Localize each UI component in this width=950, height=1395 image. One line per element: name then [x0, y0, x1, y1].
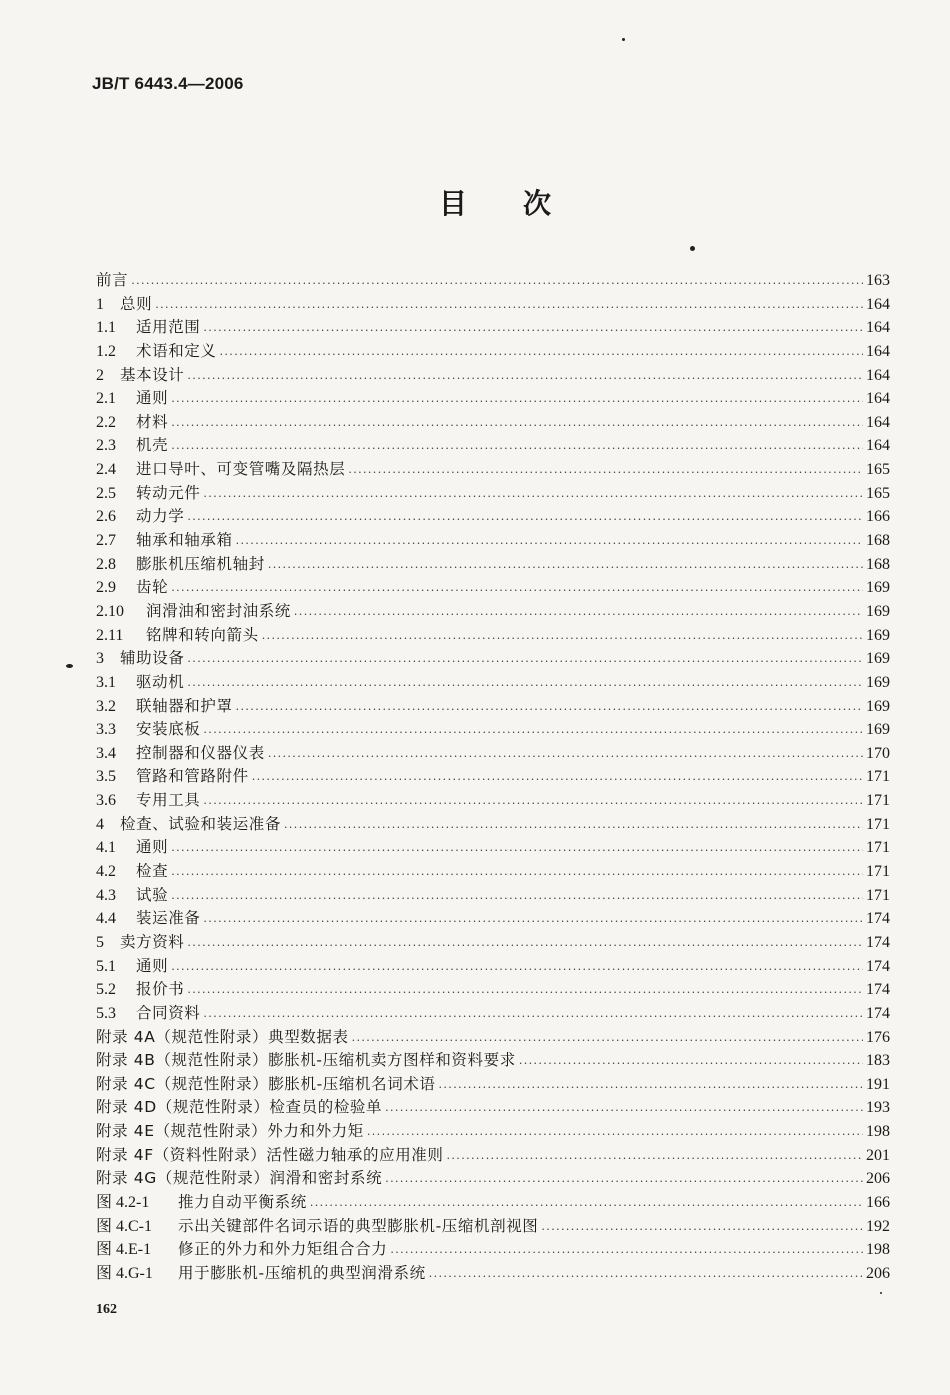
toc-entry[interactable] [96, 576, 890, 600]
toc-entry-page: 171 [866, 768, 890, 786]
toc-entry-number: 3.5 [96, 768, 116, 786]
toc-entry-number: 图 4.2-1 [96, 1193, 150, 1211]
toc-entry[interactable] [96, 1191, 890, 1215]
toc-entry-page: 174 [866, 981, 890, 999]
toc-entry-page: 176 [866, 1028, 890, 1046]
toc-entry-label: 铭牌和转向箭头 [146, 625, 259, 644]
toc-entry-label: 附录 4E（规范性附录）外力和外力矩 [96, 1122, 364, 1141]
toc-entry-number: 2.1 [96, 390, 116, 408]
toc-entry-page: 191 [866, 1075, 890, 1093]
toc-leader-dots [131, 269, 863, 293]
toc-leader-dots [310, 1191, 863, 1215]
toc-leader-dots [187, 931, 863, 955]
toc-entry[interactable] [96, 695, 890, 719]
toc-entry-page: 170 [866, 744, 890, 762]
toc-entry-label: 附录 4C（规范性附录）膨胀机-压缩机名词术语 [96, 1074, 436, 1093]
toc-entry-page: 164 [866, 413, 890, 431]
toc-entry-number: 图 4.C-1 [96, 1217, 153, 1235]
toc-leader-dots [429, 1262, 863, 1286]
title-char-1: 目 [438, 187, 467, 220]
toc-entry[interactable] [96, 884, 890, 908]
toc-entry-number: 5.1 [96, 957, 116, 975]
toc-entry[interactable] [96, 1049, 890, 1073]
toc-entry-page: 169 [866, 673, 890, 691]
table-of-contents [96, 269, 890, 1286]
toc-entry-number: 5.3 [96, 1004, 116, 1022]
toc-entry-page: 165 [866, 461, 890, 479]
toc-entry[interactable] [96, 907, 890, 931]
toc-entry[interactable] [96, 765, 890, 789]
toc-entry-number: 2.11 [96, 626, 124, 644]
toc-entry-label: 基本设计 [120, 365, 185, 384]
toc-leader-dots [348, 458, 863, 482]
toc-leader-dots [171, 860, 863, 884]
toc-entry-page: 192 [866, 1217, 890, 1235]
toc-entry[interactable] [96, 1215, 890, 1239]
toc-leader-dots [541, 1215, 863, 1239]
toc-entry-page: 166 [866, 508, 890, 526]
toc-leader-dots [519, 1049, 863, 1073]
toc-entry-number: 1 [96, 295, 104, 313]
toc-entry-page: 206 [866, 1170, 890, 1188]
toc-leader-dots [171, 411, 863, 435]
toc-entry-label: 联轴器和护罩 [136, 696, 233, 715]
toc-entry-number: 2 [96, 366, 104, 384]
toc-entry[interactable] [96, 411, 890, 435]
toc-entry-label: 机壳 [136, 436, 169, 455]
toc-entry[interactable] [96, 458, 890, 482]
toc-entry-page: 183 [866, 1052, 890, 1070]
toc-entry-label: 试验 [136, 885, 169, 904]
standard-code: JB/T 6443.4—2006 [92, 74, 244, 93]
toc-entry-label: 辅助设备 [120, 649, 185, 668]
toc-entry-number: 2.10 [96, 602, 124, 620]
toc-entry[interactable] [96, 1120, 890, 1144]
toc-entry[interactable] [96, 978, 890, 1002]
toc-entry-number: 3.6 [96, 792, 116, 810]
toc-entry-number: 2.3 [96, 437, 116, 455]
toc-entry[interactable] [96, 1144, 890, 1168]
toc-entry-label: 进口导叶、可变管嘴及隔热层 [136, 460, 346, 479]
toc-leader-dots [294, 600, 863, 624]
toc-entry-number: 图 4.G-1 [96, 1264, 153, 1282]
toc-leader-dots [367, 1120, 863, 1144]
toc-entry-page: 163 [866, 272, 890, 289]
toc-entry-number: 2.5 [96, 484, 116, 502]
toc-entry-page: 174 [866, 933, 890, 951]
toc-entry-label: 总则 [120, 294, 153, 313]
toc-entry-number: 2.2 [96, 413, 116, 431]
toc-entry-number: 5.2 [96, 981, 116, 999]
toc-entry[interactable] [96, 1026, 890, 1050]
toc-entry[interactable] [96, 955, 890, 979]
toc-entry[interactable] [96, 553, 890, 577]
toc-entry-page: 164 [866, 342, 890, 360]
toc-entry-page: 206 [866, 1264, 890, 1282]
toc-entry-page: 169 [866, 602, 890, 620]
page-number: 162 [96, 1302, 117, 1317]
toc-entry-label: 适用范围 [136, 318, 201, 337]
page-title [0, 182, 950, 222]
toc-entry-number: 4.4 [96, 910, 116, 928]
toc-entry[interactable] [96, 671, 890, 695]
toc-entry-number: 1.1 [96, 319, 116, 337]
toc-entry-label: 检查、试验和装运准备 [120, 814, 282, 833]
toc-entry-number: 1.2 [96, 342, 116, 360]
toc-leader-dots [203, 907, 863, 931]
toc-leader-dots [171, 434, 863, 458]
toc-entry-number: 4 [96, 815, 104, 833]
toc-leader-dots [390, 1238, 863, 1262]
toc-leader-dots [268, 742, 863, 766]
toc-leader-dots [187, 647, 863, 671]
toc-leader-dots [203, 789, 863, 813]
toc-leader-dots [187, 505, 863, 529]
toc-leader-dots [203, 316, 863, 340]
toc-entry-label: 动力学 [136, 507, 185, 526]
toc-leader-dots [268, 553, 863, 577]
toc-entry[interactable] [96, 860, 890, 884]
toc-entry-label: 附录 4A（规范性附录）典型数据表 [96, 1027, 349, 1046]
toc-leader-dots [171, 576, 863, 600]
toc-entry-number: 4.1 [96, 839, 116, 857]
toc-entry-label: 附录 4F（资料性附录）活性磁力轴承的应用准则 [96, 1145, 444, 1164]
toc-entry-number: 2.6 [96, 508, 116, 526]
toc-entry[interactable] [96, 1238, 890, 1262]
toc-entry-number: 图 4.E-1 [96, 1241, 152, 1259]
toc-leader-dots [385, 1096, 863, 1120]
toc-entry-label: 安装底板 [136, 720, 201, 739]
toc-leader-dots [284, 813, 863, 837]
toc-entry[interactable] [96, 316, 890, 340]
toc-leader-dots [236, 529, 863, 553]
toc-leader-dots [171, 955, 863, 979]
toc-entry-label: 管路和管路附件 [136, 767, 249, 786]
toc-entry-page: 174 [866, 910, 890, 928]
toc-entry-page: 166 [866, 1193, 890, 1211]
toc-entry-page: 168 [866, 555, 890, 573]
scan-speck [880, 1292, 882, 1294]
toc-leader-dots [262, 624, 863, 648]
toc-entry-label: 装运准备 [136, 909, 201, 928]
toc-entry-page: 198 [866, 1241, 890, 1259]
toc-entry-label: 齿轮 [136, 578, 169, 597]
toc-entry-page: 164 [866, 437, 890, 455]
toc-leader-dots [447, 1144, 863, 1168]
toc-entry-page: 171 [866, 839, 890, 857]
toc-leader-dots [171, 387, 863, 411]
toc-leader-dots [171, 836, 863, 860]
toc-entry-label: 驱动机 [136, 672, 185, 691]
toc-entry-label: 轴承和轴承箱 [136, 531, 233, 550]
toc-entry-label: 用于膨胀机-压缩机的典型润滑系统 [178, 1263, 426, 1282]
scan-speck [622, 38, 625, 41]
toc-entry-page: 165 [866, 484, 890, 502]
toc-entry-label: 膨胀机压缩机轴封 [136, 554, 265, 573]
toc-entry-label: 润滑油和密封油系统 [146, 601, 291, 620]
toc-entry-label: 报价书 [136, 980, 185, 999]
toc-entry[interactable] [96, 293, 890, 317]
toc-entry[interactable] [96, 1167, 890, 1191]
toc-entry-number: 3.4 [96, 744, 116, 762]
toc-entry[interactable] [96, 434, 890, 458]
toc-entry-label: 控制器和仪器仪表 [136, 743, 265, 762]
toc-leader-dots [187, 978, 863, 1002]
toc-leader-dots [171, 884, 863, 908]
toc-entry[interactable] [96, 387, 890, 411]
toc-entry-page: 164 [866, 366, 890, 384]
toc-entry[interactable] [96, 931, 890, 955]
toc-entry-page: 164 [866, 319, 890, 337]
toc-entry-page: 168 [866, 532, 890, 550]
toc-entry[interactable] [96, 1096, 890, 1120]
toc-entry-label: 材料 [136, 412, 169, 431]
toc-entry[interactable] [96, 836, 890, 860]
toc-leader-dots [203, 1002, 863, 1026]
toc-entry[interactable] [96, 529, 890, 553]
toc-entry-page: 171 [866, 886, 890, 904]
toc-entry-page: 169 [866, 721, 890, 739]
toc-entry-page: 169 [866, 579, 890, 597]
toc-entry[interactable] [96, 1073, 890, 1097]
toc-entry[interactable] [96, 482, 890, 506]
toc-entry-label: 通则 [136, 956, 169, 975]
toc-leader-dots [252, 765, 863, 789]
toc-entry[interactable] [96, 340, 890, 364]
toc-entry-page: 164 [866, 295, 890, 313]
toc-entry[interactable] [96, 813, 890, 837]
toc-entry[interactable] [96, 1002, 890, 1026]
toc-entry-page: 201 [866, 1146, 890, 1164]
toc-entry-label: 合同资料 [136, 1003, 201, 1022]
toc-entry-number: 2.4 [96, 461, 116, 479]
toc-entry-page: 169 [866, 626, 890, 644]
toc-entry[interactable] [96, 624, 890, 648]
toc-entry[interactable] [96, 647, 890, 671]
toc-entry-page: 193 [866, 1099, 890, 1117]
toc-entry-label: 前言 [96, 271, 129, 289]
toc-entry-number: 3 [96, 650, 104, 668]
toc-leader-dots [155, 293, 863, 317]
toc-entry-label: 修正的外力和外力矩组合合力 [178, 1240, 388, 1259]
toc-entry-number: 2.7 [96, 532, 116, 550]
toc-entry-label: 检查 [136, 862, 169, 881]
toc-entry-page: 174 [866, 1004, 890, 1022]
toc-entry[interactable] [96, 364, 890, 388]
toc-entry-page: 171 [866, 863, 890, 881]
toc-entry[interactable] [96, 789, 890, 813]
toc-entry-page: 169 [866, 650, 890, 668]
scan-speck [66, 664, 73, 668]
toc-entry-page: 164 [866, 390, 890, 408]
toc-entry-label: 附录 4B（规范性附录）膨胀机-压缩机卖方图样和资料要求 [96, 1051, 516, 1070]
toc-entry-label: 术语和定义 [136, 341, 217, 360]
toc-entry-label: 附录 4D（规范性附录）检查员的检验单 [96, 1098, 383, 1117]
toc-entry-page: 198 [866, 1123, 890, 1141]
scan-speck [690, 246, 695, 251]
toc-entry-label: 推力自动平衡系统 [178, 1192, 307, 1211]
toc-entry-number: 2.9 [96, 579, 116, 597]
toc-leader-dots [220, 340, 863, 364]
toc-leader-dots [203, 482, 863, 506]
toc-entry-number: 4.2 [96, 863, 116, 881]
toc-entry-label: 转动元件 [136, 483, 201, 502]
toc-leader-dots [439, 1073, 863, 1097]
toc-entry-page: 169 [866, 697, 890, 715]
toc-leader-dots [352, 1026, 863, 1050]
toc-leader-dots [385, 1167, 863, 1191]
toc-entry-label: 示出关键部件名词示语的典型膨胀机-压缩机剖视图 [178, 1216, 539, 1235]
toc-entry-label: 通则 [136, 838, 169, 857]
toc-entry[interactable] [96, 742, 890, 766]
toc-leader-dots [187, 671, 863, 695]
toc-leader-dots [236, 695, 863, 719]
toc-entry-number: 5 [96, 933, 104, 951]
toc-entry-page: 171 [866, 792, 890, 810]
toc-entry[interactable] [96, 505, 890, 529]
toc-entry-number: 3.3 [96, 721, 116, 739]
toc-entry[interactable] [96, 269, 890, 293]
toc-entry-number: 2.8 [96, 555, 116, 573]
toc-entry-number: 3.1 [96, 673, 116, 691]
toc-entry-page: 174 [866, 957, 890, 975]
toc-entry-label: 附录 4G（规范性附录）润滑和密封系统 [96, 1169, 383, 1188]
toc-leader-dots [203, 718, 863, 742]
title-char-2: 次 [523, 187, 552, 220]
toc-entry[interactable] [96, 718, 890, 742]
toc-entry-label: 通则 [136, 389, 169, 408]
toc-entry[interactable] [96, 1262, 890, 1286]
toc-entry-page: 171 [866, 815, 890, 833]
toc-entry-label: 卖方资料 [120, 932, 185, 951]
toc-leader-dots [187, 364, 863, 388]
toc-entry-number: 3.2 [96, 697, 116, 715]
toc-entry-label: 专用工具 [136, 791, 201, 810]
toc-entry[interactable] [96, 600, 890, 624]
toc-entry-number: 4.3 [96, 886, 116, 904]
